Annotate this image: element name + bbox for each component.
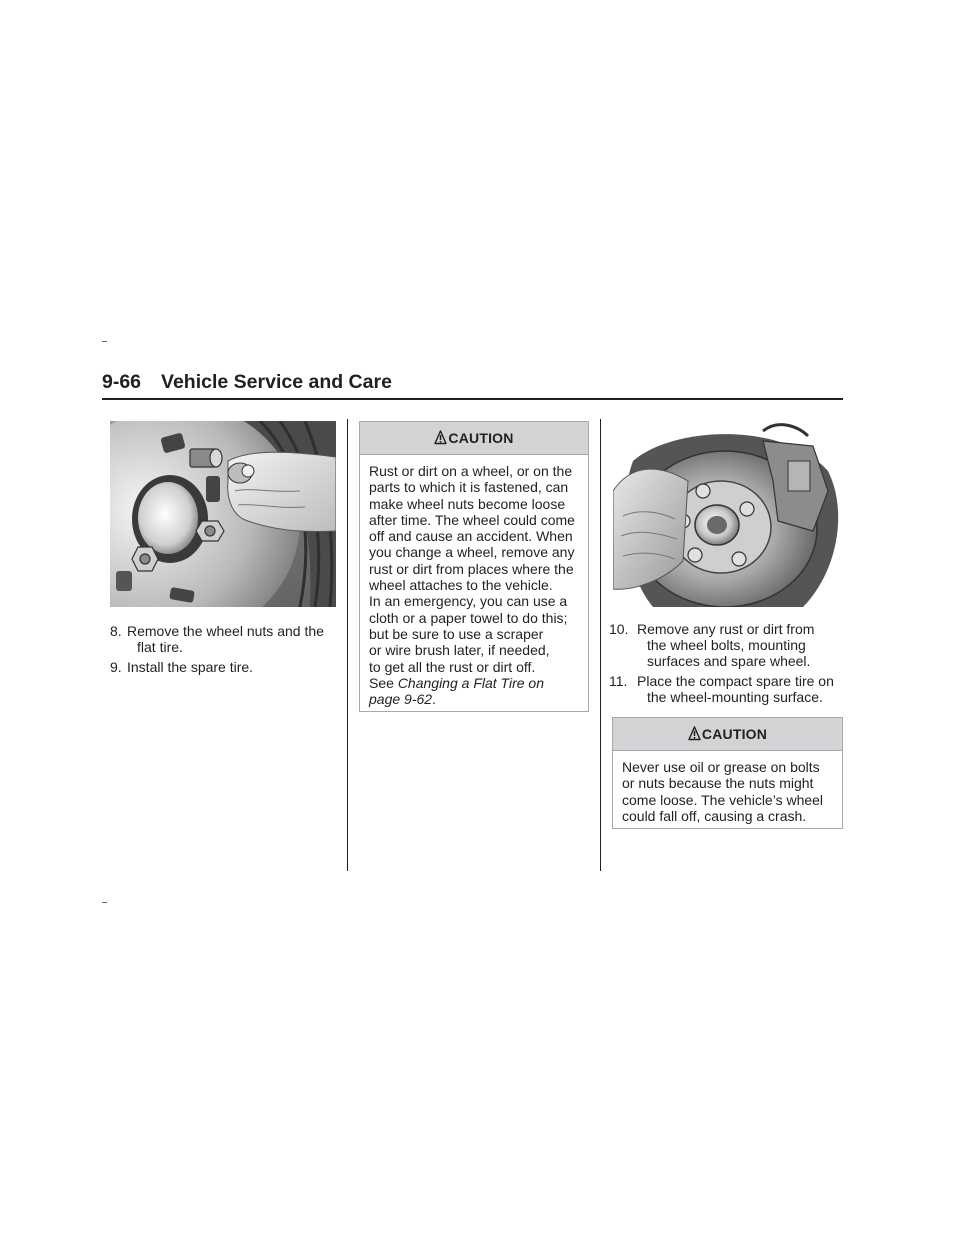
wheel-hub-cleaning-illustration — [613, 421, 841, 607]
caution-see-line-1 — [369, 675, 579, 691]
warning-triangle-icon — [434, 430, 447, 445]
wheel-hub-graphic — [613, 421, 841, 607]
step-11 — [609, 673, 834, 705]
caution-line: come loose. The vehicle’s wheel — [622, 791, 824, 808]
see-suffix: . — [432, 691, 436, 708]
caution-line: but be sure to use a scraper — [369, 625, 544, 642]
caution-line: parts to which it is fastened, can — [369, 479, 569, 496]
warning-triangle-icon — [688, 726, 701, 741]
caution-line: In an emergency, you can use a — [369, 593, 568, 610]
caution-line: off and cause an accident. When — [369, 528, 573, 545]
step-10 — [609, 621, 814, 669]
caution-line: make wheel nuts become loose — [369, 495, 566, 512]
crop-mark-top — [102, 341, 107, 342]
caution-line: you change a wheel, remove any — [369, 544, 575, 561]
column-divider-left — [347, 419, 348, 871]
wheel-nut-removal-illustration — [110, 421, 336, 607]
caution-line: or nuts because the nuts might — [622, 775, 814, 792]
caution-body — [360, 455, 588, 715]
caution-line: to get all the rust or dirt off. — [369, 658, 536, 675]
see-reference-page[interactable]: page 9-62 — [369, 691, 433, 708]
page-header — [102, 370, 843, 400]
caution-header — [613, 718, 842, 751]
step-11-number: 11. — [609, 673, 628, 689]
step-8 — [110, 623, 324, 655]
section-title: Vehicle Service and Care — [161, 371, 392, 393]
column-divider-right — [600, 419, 601, 871]
see-reference-link[interactable]: Changing a Flat Tire on — [397, 674, 544, 691]
step-10-line-2: the wheel bolts, mounting — [647, 637, 806, 653]
step-8-line-2: flat tire. — [137, 639, 183, 655]
caution-line: Rust or dirt on a wheel, or on the — [369, 463, 573, 479]
step-10-number: 10. — [609, 621, 629, 637]
caution-header — [360, 422, 588, 455]
caution-body — [613, 751, 842, 832]
step-9 — [110, 659, 253, 675]
step-8-line-1: Remove the wheel nuts and the — [127, 623, 324, 639]
caution-line: Never use oil or grease on bolts — [622, 759, 820, 775]
step-9-number: 9. — [110, 659, 122, 675]
caution-line: rust or dirt from places where the — [369, 560, 574, 577]
header-text — [102, 370, 392, 394]
caution-see-line-2 — [369, 691, 579, 707]
step-8-number: 8. — [110, 623, 122, 639]
caution-box-oil — [612, 717, 843, 829]
caution-line: after time. The wheel could come — [369, 511, 575, 528]
see-prefix: See — [369, 674, 398, 691]
step-10-line-1: Remove any rust or dirt from — [637, 621, 815, 637]
caution-heading: CAUTION — [448, 430, 514, 446]
caution-box-rust — [359, 421, 589, 712]
caution-line: wheel attaches to the vehicle. — [369, 577, 553, 594]
crop-mark-bottom — [102, 902, 107, 903]
caution-line: cloth or a paper towel to do this; — [369, 609, 568, 626]
caution-line: could fall off, causing a crash. — [622, 807, 807, 824]
caution-heading: CAUTION — [701, 726, 768, 742]
step-11-line-2: the wheel-mounting surface. — [647, 689, 823, 705]
caution-line: or wire brush later, if needed, — [369, 642, 550, 659]
page-number: 9-66 — [102, 371, 142, 393]
step-9-line-1: Install the spare tire. — [127, 659, 254, 675]
step-10-line-3: surfaces and spare wheel. — [647, 653, 811, 669]
wheel-nut-removal-graphic — [110, 421, 336, 607]
step-11-line-1: Place the compact spare tire on — [637, 673, 834, 689]
